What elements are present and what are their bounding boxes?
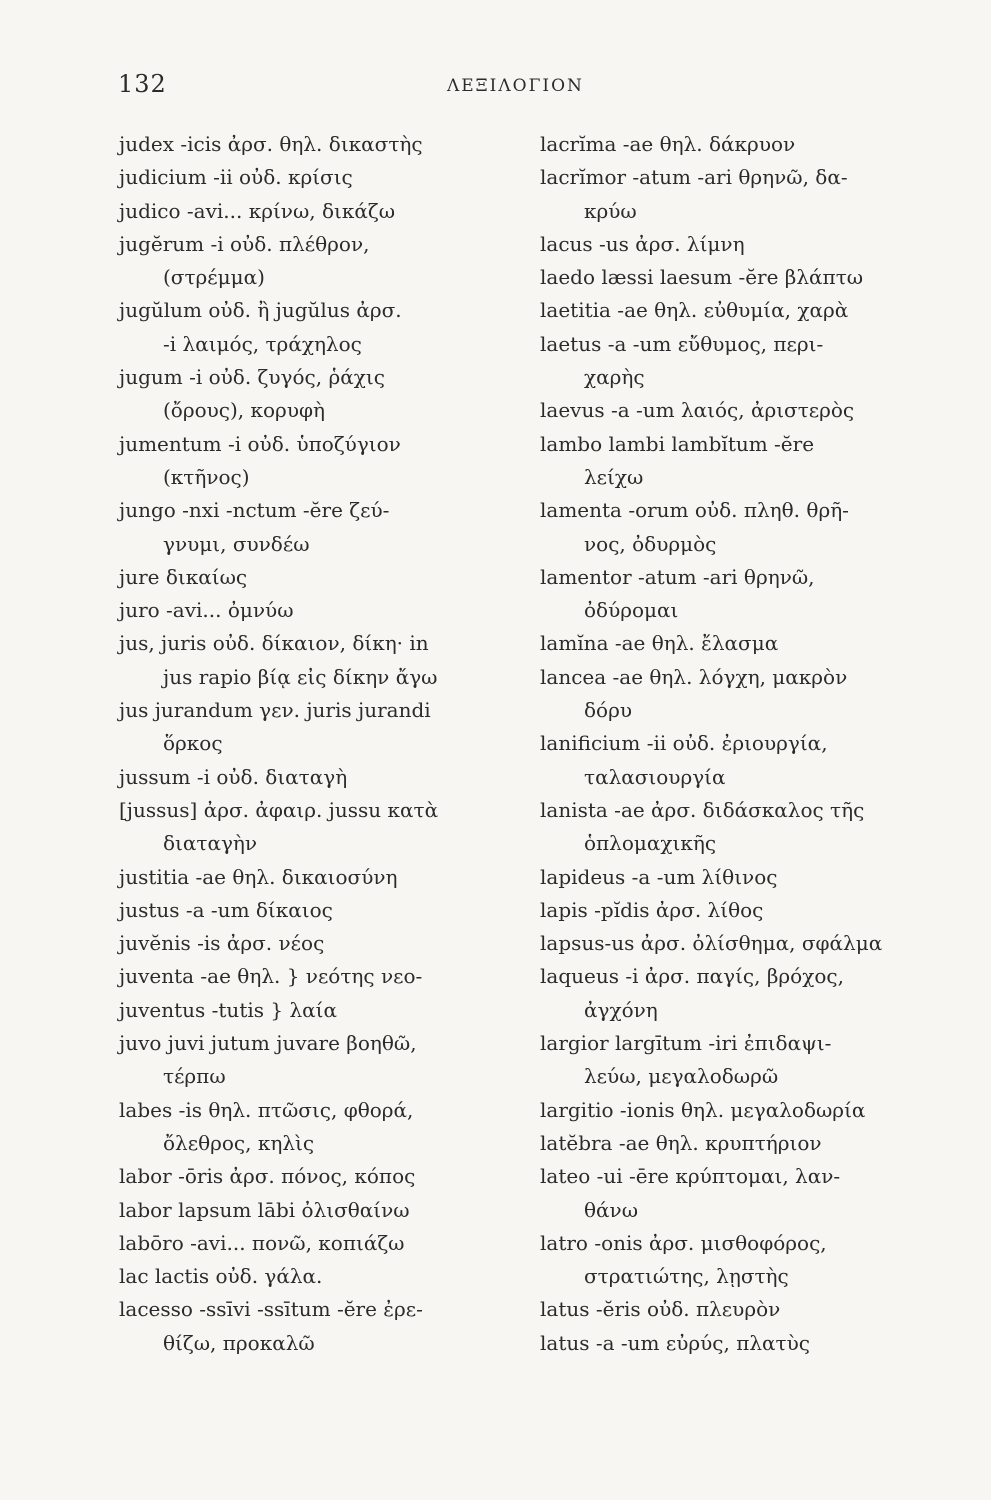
dictionary-entry: largitio -ionis θηλ. μεγαλοδωρία <box>540 1097 866 1122</box>
dictionary-entry-continuation: (στρέμμα) <box>163 265 265 290</box>
dictionary-entry-continuation: χαρὴς <box>584 365 645 390</box>
dictionary-entry-continuation: λείχω <box>584 464 644 489</box>
dictionary-entry: juventa -ae θηλ. } νεότης νεο- <box>119 964 423 989</box>
dictionary-entry: lacus -us ἀρσ. λίμνη <box>540 231 745 256</box>
dictionary-entry: justus -a -um δίκαιος <box>119 897 333 922</box>
dictionary-entry: lapsus-us ἀρσ. ὀλίσθημα, σφάλμα <box>540 931 883 956</box>
dictionary-entry-continuation: ὁπλομαχικῆς <box>584 831 717 856</box>
dictionary-entry: jure δικαίως <box>119 564 248 589</box>
dictionary-entry: labes -is θηλ. πτῶσις, φθορά, <box>119 1097 414 1122</box>
dictionary-entry-continuation: -i λαιμός, τράχηλος <box>163 331 362 356</box>
dictionary-entry: lamentor -atum -ari θρηνῶ, <box>540 564 815 589</box>
dictionary-entry: juro -avi... ὀμνύω <box>119 598 294 623</box>
running-head: ΛΕΞΙΛΟΓΙΟΝ <box>447 76 584 96</box>
left-column <box>119 128 524 1360</box>
dictionary-entry-continuation: γνυμι, συνδέω <box>163 531 310 556</box>
dictionary-entry: juventus -tutis } λαία <box>119 997 337 1022</box>
dictionary-entry: judex -icis ἀρσ. θηλ. δικαστὴς <box>119 132 423 156</box>
dictionary-entry: lamĭna -ae θηλ. ἔλασμα <box>540 631 779 656</box>
dictionary-entry: jungo -nxi -nctum -ĕre ζεύ- <box>119 498 390 523</box>
dictionary-entry-continuation: ἀγχόνη <box>584 997 658 1022</box>
dictionary-entry-continuation: διαταγὴν <box>163 831 258 856</box>
dictionary-entry: largior largītum -iri ἐπιδαψι- <box>540 1031 832 1056</box>
dictionary-entry: lateo -ui -ēre κρύπτομαι, λαν- <box>540 1164 841 1189</box>
dictionary-entry: labor lapsum lābi ὀλισθαίνω <box>119 1197 410 1222</box>
dictionary-entry: latĕbra -ae θηλ. κρυπτήριον <box>540 1130 822 1155</box>
dictionary-entry: lacesso -ssīvi -ssītum -ĕre ἐρε- <box>119 1297 423 1322</box>
dictionary-entry: jus, juris οὐδ. δίκαιον, δίκη· in <box>119 631 429 656</box>
dictionary-entry-continuation: jus rapio βίᾳ εἰς δίκην ἄγω <box>163 664 438 689</box>
dictionary-entry: lamenta -orum οὐδ. πληθ. θρῆ- <box>540 498 849 523</box>
dictionary-entry-continuation: ὀδύρομαι <box>584 598 679 623</box>
dictionary-entry: jus jurandum γεν. juris jurandi <box>119 698 431 723</box>
dictionary-entry: labōro -avi... πονῶ, κοπιάζω <box>119 1230 405 1255</box>
dictionary-entry: labor -ōris ἀρσ. πόνος, κόπος <box>119 1164 416 1189</box>
dictionary-entry-continuation: (κτῆνος) <box>163 464 250 489</box>
dictionary-entry: laetus -a -um εὔθυμος, περι- <box>540 331 824 356</box>
dictionary-entry: laetitia -ae θηλ. εὐθυμία, χαρὰ <box>540 298 849 323</box>
dictionary-entry: jugum -i οὐδ. ζυγός, ῥάχις <box>119 365 385 390</box>
right-column <box>540 128 960 1360</box>
dictionary-entry: lanista -ae ἀρσ. διδάσκαλος τῆς <box>540 797 865 822</box>
dictionary-entry: laqueus -i ἀρσ. παγίς, βρόχος, <box>540 964 844 989</box>
dictionary-entry: latus -a -um εὐρύς, πλατὺς <box>540 1330 810 1355</box>
dictionary-entry: justitia -ae θηλ. δικαιοσύνη <box>119 864 398 889</box>
dictionary-entry-continuation: τέρπω <box>163 1064 226 1089</box>
dictionary-entry-continuation: λεύω, μεγαλοδωρῶ <box>584 1064 779 1089</box>
dictionary-entry-continuation: στρατιώτης, λῃστὴς <box>584 1264 789 1289</box>
dictionary-entry: juvĕnis -is ἀρσ. νέος <box>119 931 325 956</box>
dictionary-entry: juvo juvi jutum juvare βοηθῶ, <box>119 1031 417 1056</box>
dictionary-entry: jumentum -i οὐδ. ὑποζύγιον <box>119 431 401 456</box>
dictionary-entry-continuation: θάνω <box>584 1197 639 1222</box>
dictionary-entry-continuation: (ὄρους), κορυφὴ <box>163 398 325 423</box>
dictionary-entry: laevus -a -um λαιός, ἀριστερὸς <box>540 398 855 423</box>
dictionary-entry-continuation: ὄλεθρος, κηλὶς <box>163 1130 315 1155</box>
page-number: 132 <box>118 70 167 98</box>
dictionary-entry: latro -onis ἀρσ. μισθοφόρος, <box>540 1230 827 1255</box>
dictionary-entry: lapis -pĭdis ἀρσ. λίθος <box>540 897 764 922</box>
dictionary-entry: [jussus] ἀρσ. ἀφαιρ. jussu κατὰ <box>119 797 439 822</box>
dictionary-entry-continuation: νος, ὀδυρμὸς <box>584 531 717 556</box>
dictionary-entry: jussum -i οὐδ. διαταγὴ <box>119 764 348 789</box>
dictionary-entry: lancea -ae θηλ. λόγχη, μακρὸν <box>540 664 848 689</box>
dictionary-entry: lambo lambi lambĭtum -ĕre <box>540 431 815 456</box>
dictionary-entry: lacrĭma -ae θηλ. δάκρυον <box>540 132 796 156</box>
dictionary-entry-continuation: ταλασιουργία <box>584 764 726 789</box>
dictionary-entry: jugŭlum οὐδ. ἢ jugŭlus ἀρσ. <box>119 298 402 323</box>
dictionary-entry: lac lactis οὐδ. γάλα. <box>119 1264 323 1289</box>
dictionary-entry: latus -ĕris οὐδ. πλευρὸν <box>540 1297 781 1322</box>
dictionary-entry: lanificium -ii οὐδ. ἐριουργία, <box>540 731 828 756</box>
dictionary-entry-continuation: θίζω, προκαλῶ <box>163 1330 315 1355</box>
dictionary-entry: judico -avi... κρίνω, δικάζω <box>119 198 396 223</box>
dictionary-entry-continuation: δόρυ <box>584 698 632 723</box>
dictionary-entry: laedo læssi laesum -ĕre βλάπτω <box>540 265 864 290</box>
dictionary-entry-continuation: κρύω <box>584 198 637 223</box>
dictionary-entry-continuation: ὅρκος <box>163 731 223 756</box>
dictionary-entry: judicium -ii οὐδ. κρίσις <box>119 165 353 190</box>
dictionary-entry: lapideus -a -um λίθινος <box>540 864 778 889</box>
dictionary-entry: jugĕrum -i οὐδ. πλέθρον, <box>119 231 370 256</box>
dictionary-entry: lacrĭmor -atum -ari θρηνῶ, δα- <box>540 165 848 190</box>
